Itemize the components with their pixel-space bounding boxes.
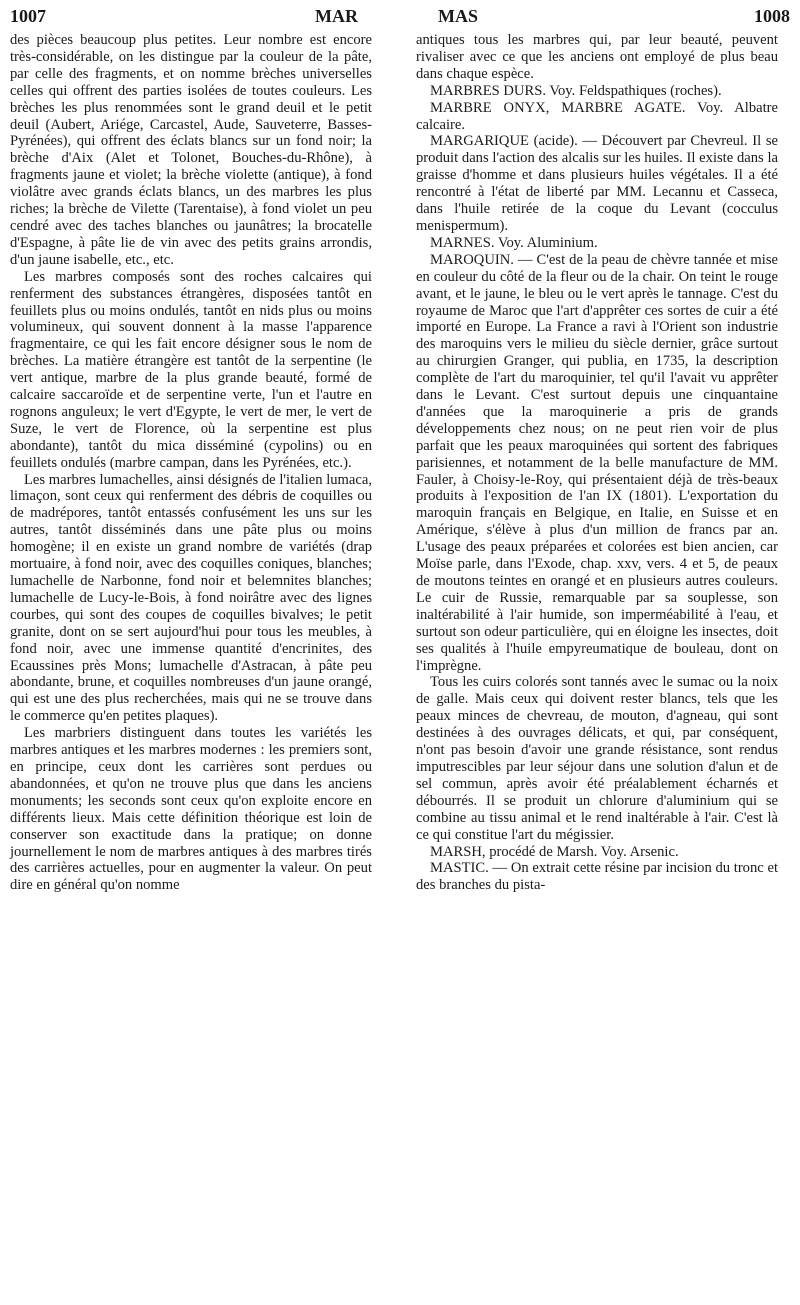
right-column xyxy=(416,32,778,894)
entry-marbres-durs: MARBRES DURS. Voy. Feldspathiques (roches). xyxy=(430,82,722,99)
left-column xyxy=(10,32,372,894)
paragraph-antiques-continued: antiques tous les marbres qui, par leur beauté, peuvent rivaliser avec ce que les anciens ont employé de plus beau dans chaque espèce. xyxy=(416,32,778,82)
entry-marbre-onyx: MARBRE ONYX, MARBRE AGATE. Voy. Albatre calcaire. xyxy=(416,99,778,133)
paragraph-marbres-composes: Les marbres composés sont des roches calcaires qui renferment des substances étrangères, disposées tantôt en feuillets plus ou moins ondulés, tantôt en nids plus ou moins volumineux, qui souvent donnent à la masse l'apparence fragmentaire, ce qui les fait encore désigner sous le nom de brèches. La matière étrangère est tantôt de la serpentine (le vert antique, marbre de la plus grande beauté, formé de calcaire saccaroïde et de serpentine verte, l'un et l'autre en rognons anguleux; le vert d'Egypte, le vert de mer, le vert de Suze, le vert de Florence, où la serpentine est plus abondante), tantôt du mica disséminé (cypolins) ou en feuillets ondulés (marbre campan, dans les Pyrénées, etc.). xyxy=(10,268,372,471)
paragraph-marbres-antiques-modernes: Les marbriers distinguent dans toutes les variétés les marbres antiques et les marbres modernes : les premiers sont, en principe, ceux dont les carrières sont perdues ou abandonnées, et qu'on ne trouve plus que dans les anciens monuments; les seconds sont ceux qu'on exploite encore en différents lieux. Mais cette définition théorique est loin de conserver son exactitude dans la pratique; on donne journellement le nom de marbres antiques à des marbres tirés des carrières actuelles, pour en augmenter la valeur. On peut dire en général qu'on nomme xyxy=(10,725,372,894)
paragraph-breches-continued: des pièces beaucoup plus petites. Leur nombre est encore très-considérable, on les distingue par la couleur de la pâte, par celle des fragments, et on nomme brèches universelles celles qui offrent des parties isolées de toutes couleurs. Les brèches les plus renommées sont le grand deuil et le petit deuil (Aubert, Ariége, Carcastel, Aude, Sauveterre, Basses-Pyrénées), qui offrent des éclats blancs sur un fond noir; la brèche d'Aix (Alet et Tolonet, Bouches-du-Rhône), à fragments jaune et violet; la brèche violette (antique), à fond violâtre avec grands éclats blancs, un des marbres les plus riches; la brèche de Vilette (Tarentaise), à fond violet un peu cendré avec des taches blanches ou jaunâtres; la brocatelle d'Espagne, à pâte lie de vin avec des petits grains arrondis, d'un jaune isabelle, etc., etc. xyxy=(10,32,372,268)
running-head-right: MAS xyxy=(438,6,478,26)
page-number-right: 1008 xyxy=(754,6,790,26)
paragraph-marbres-lumachelles: Les marbres lumachelles, ainsi désignés de l'italien lumaca, limaçon, sont ceux qui renferment des débris de coquilles ou de madrépores, tantôt entassés confusément les uns sur les autres, tantôt disséminés dans une pâte plus ou moins homogène; il en existe un grand nombre de variétés (drap mortuaire, à fond noir, avec des coquilles coniques, blanches; lumachelle de Narbonne, fond noir et belemnites blanches; lumachelle de Lucy-le-Bois, à fond noirâtre avec des lignes courbes, qui sont des coupes de coquilles bivalves; le petit granite, dont on se sert aujourd'hui pour tous les meubles, à fond noir, avec une immense quantité d'encrinites, des Ecaussines près Mons; lumachelle d'Astracan, à pâte peu abondante, brune, et coquilles nombreuses d'un jaune orangé, qui est une des plus recherchées, mais qui ne se trouve dans le commerce qu'en petites plaques). xyxy=(10,471,372,725)
page-number-left: 1007 xyxy=(10,6,46,26)
running-head-left: MAR xyxy=(315,6,358,26)
running-header xyxy=(10,6,790,30)
entry-marnes: MARNES. Voy. Aluminium. xyxy=(430,234,598,251)
entry-marsh: MARSH, procédé de Marsh. Voy. Arsenic. xyxy=(430,843,679,860)
entry-maroquin: MAROQUIN. — C'est de la peau de chèvre tannée et mise en couleur du côté de la fleur ou de la chair. On teint le rouge avant, et le jaune, le bleu ou le vert après le tannage. C'est du royaume de Maroc que l'art d'apprêter ces sortes de cuir a été importé en Europe. La France a ravi à l'Orient son industrie des maroquins vers le milieu du siècle dernier, grâce surtout au chirurgien Granger, qui publia, en 1735, la description complète de l'art du maroquinier, tel qu'il l'avait vu apprêter dans le Levant. C'est surtout depuis une cinquantaine d'années que la maroquinerie a pris de grands développements chez nous; on ne peut rien voir de plus parfait que les peaux maroquinées qui sortent des fabriques parisiennes, et notamment de la belle manufacture de MM. Fauler, à Choisy-le-Roy, qui présentaient déjà de très-beaux produits à l'exposition de l'an IX (1801). L'exportation du maroquin français en Belgique, en Italie, en Suisse et en Amérique, s'élève à plus d'un million de francs par an. L'usage des peaux préparées et colorées est bien ancien, car Moïse parle, dans l'Exode, chap. xxv, vers. 4 et 5, de peaux de moutons teintes en orangé et en plusieurs autres couleurs. Le cuir de Russie, remarquable par sa souplesse, son inaltérabilité à l'air humide, son imperméabilité à l'eau, et surtout son odeur particulière, qui en éloigne les insectes, doit ses qualités à l'huile empyreumatique de bouleau, dont on l'imprègne. xyxy=(416,251,778,674)
paragraph-cuirs-colores: Tous les cuirs colorés sont tannés avec le sumac ou la noix de galle. Mais ceux qui doivent rester blancs, tels que les peaux minces de chevreau, de mouton, d'agneau, qui sont destinées à des ouvrages délicats, et qui, par conséquent, n'ont pas besoin d'avoir une grande résistance, sont rendus imputrescibles par leur séjour dans une solution d'alun et de sel commun, après avoir été préalablement écharnés et débourrés. Il se produit un chlorure d'aluminium qui se combine au tissu animal et le rend inaltérable à l'air. C'est là ce qui constitue l'art du mégissier. xyxy=(416,674,778,843)
entry-mastic: MASTIC. — On extrait cette résine par incision du tronc et des branches du pista- xyxy=(416,860,778,894)
entry-margarique: MARGARIQUE (acide). — Découvert par Chevreul. Il se produit dans l'action des alcalis sur les huiles. Il existe dans la graisse d'homme et dans plusieurs huiles végétales. Il a été rencontré à l'état de liberté par MM. Lecannu et Casseca, dans l'huile retirée de la coque du Levant (cocculus menispermum). xyxy=(416,133,778,234)
